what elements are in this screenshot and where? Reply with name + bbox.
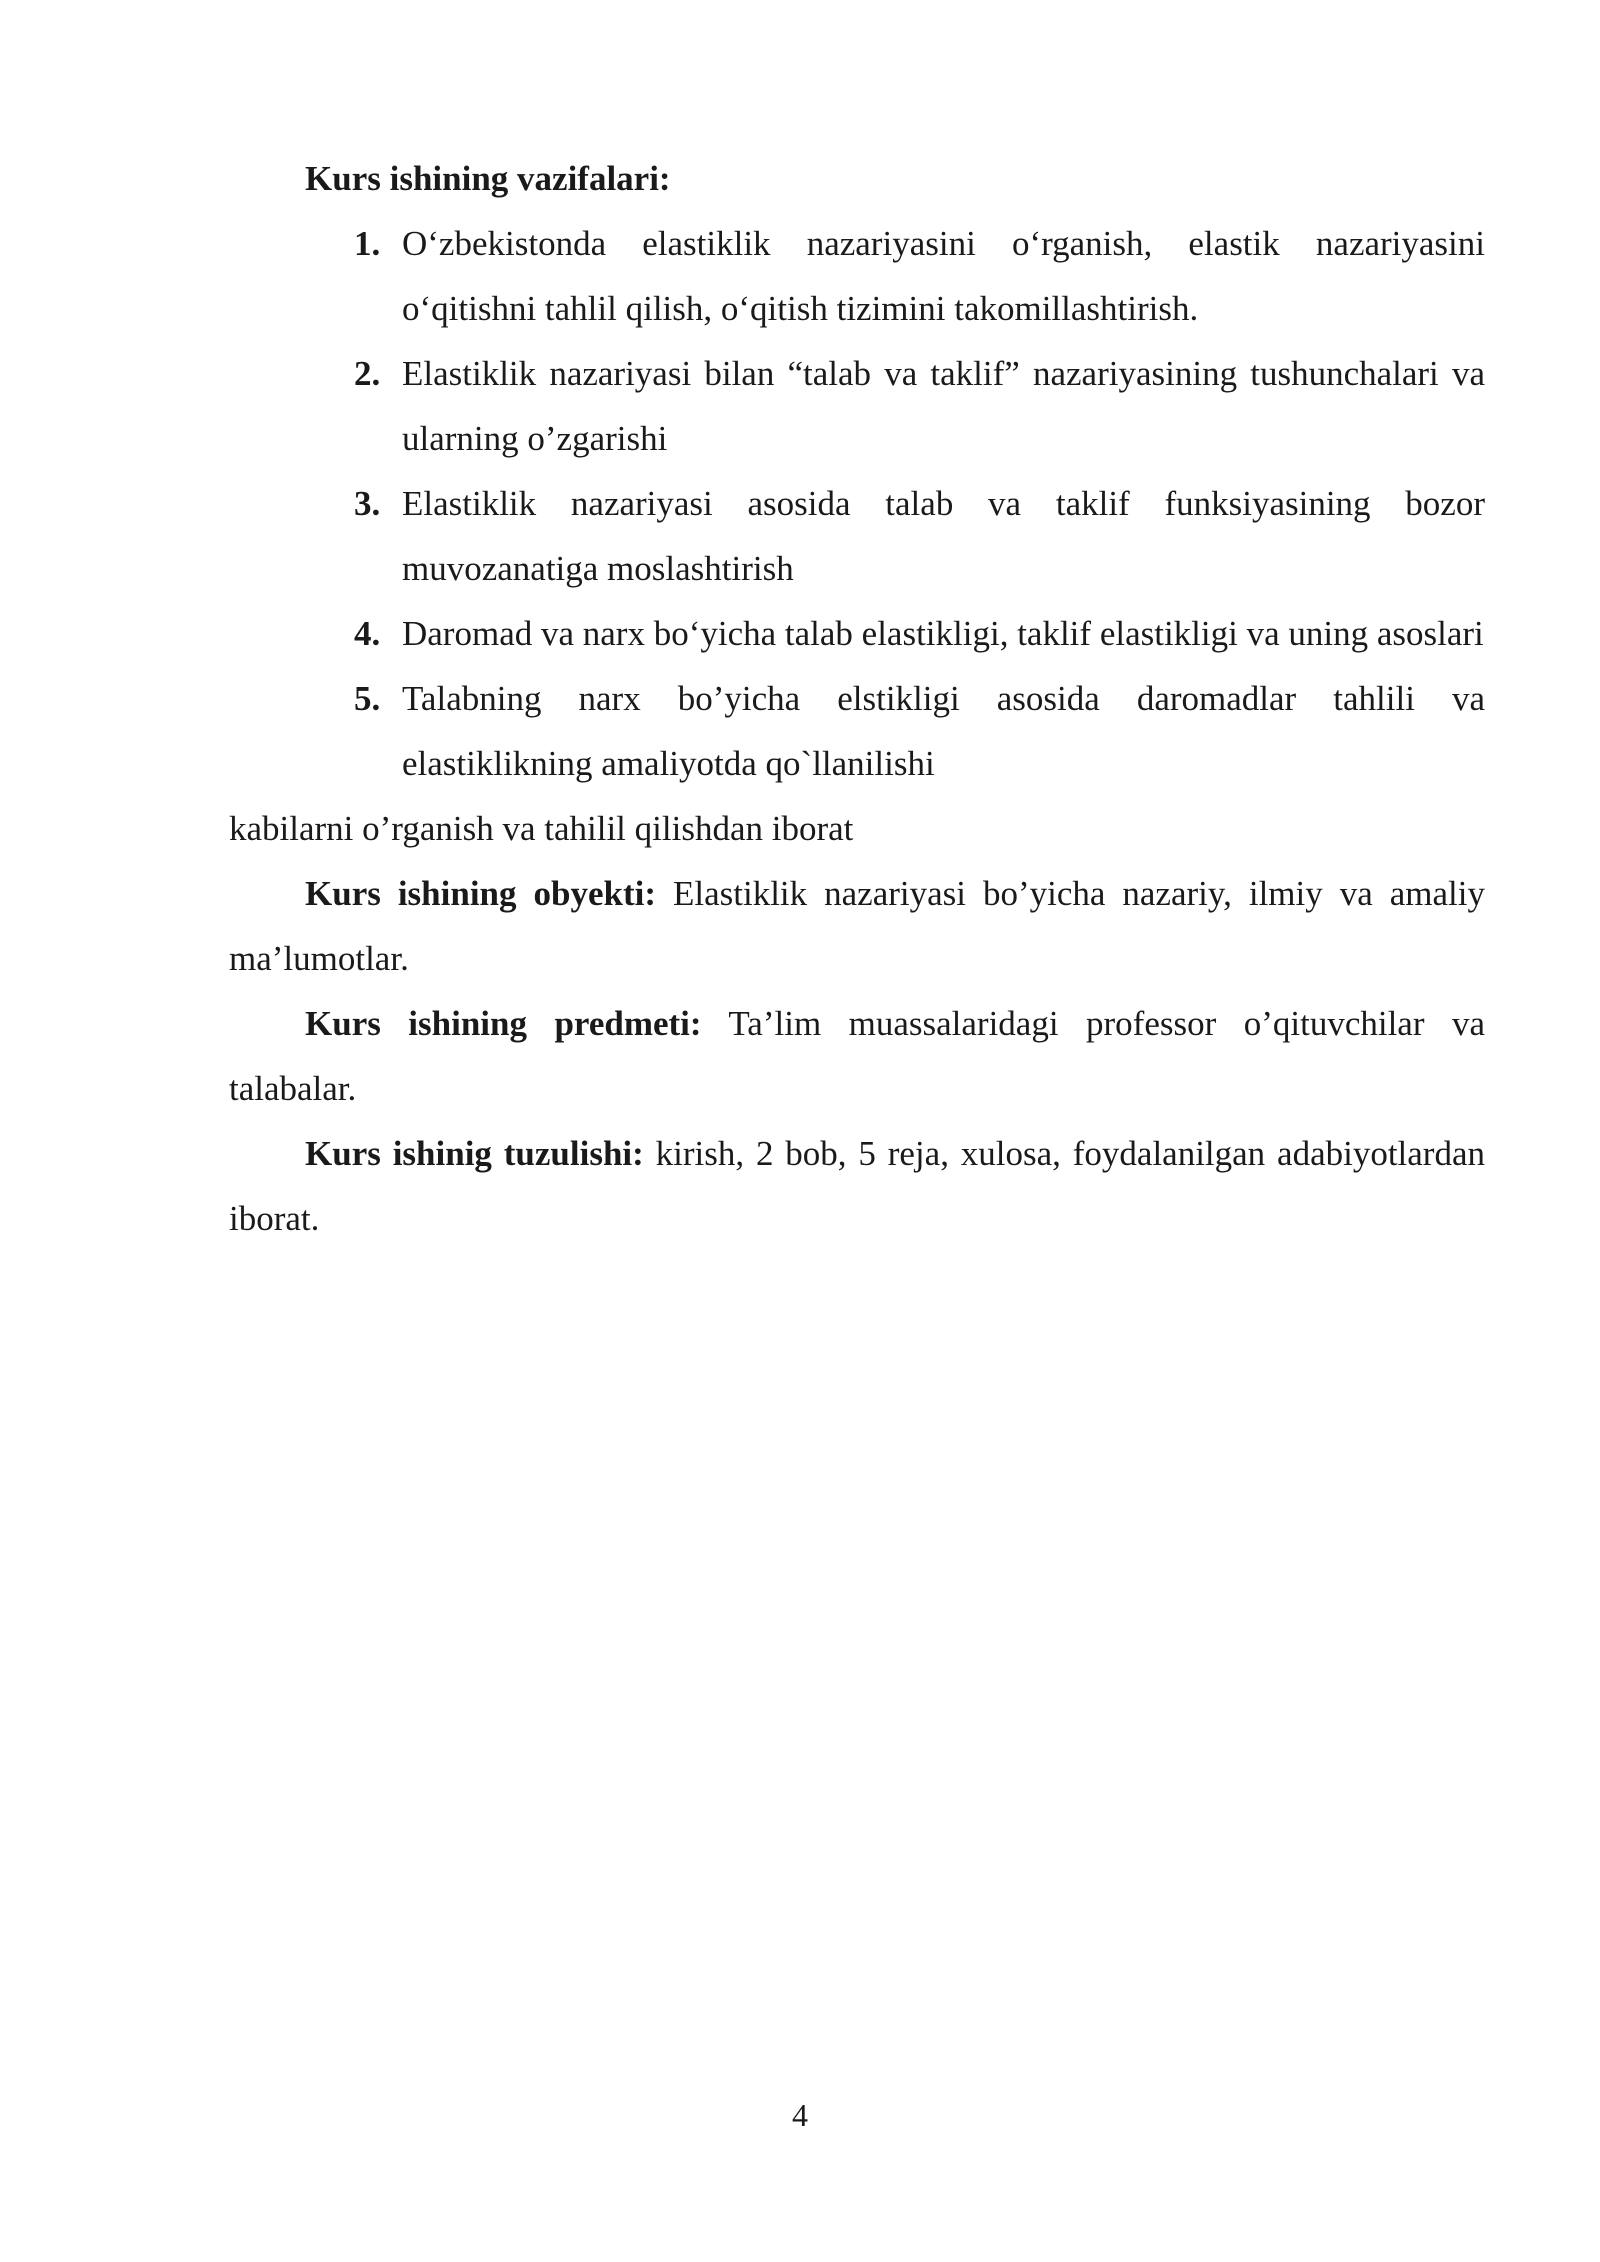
task-number: 3. bbox=[354, 484, 381, 523]
tasks-list bbox=[229, 211, 1485, 796]
task-item-3 bbox=[354, 471, 1485, 601]
task-text: Elastiklik nazariyasi bilan “talab va taklif” nazariyasining tushunchalari va ularning o’zgarishi bbox=[402, 354, 1485, 458]
task-number: 5. bbox=[354, 679, 381, 718]
structure-paragraph bbox=[229, 1121, 1485, 1251]
subject-label: Kurs ishining predmeti: bbox=[305, 1004, 702, 1043]
subject-text: Ta’lim muassalaridagi professor o’qituvchilar va talabalar. bbox=[229, 1004, 1485, 1108]
task-text: Talabning narx bo’yicha elstikligi asosida daromadlar tahlili va elastiklikning amaliyotda qo`llanilishi bbox=[402, 679, 1485, 783]
tasks-conclusion: kabilarni o’rganish va tahilil qilishdan iborat bbox=[229, 809, 854, 848]
page-content bbox=[229, 146, 1485, 1251]
task-text: Daromad va narx bo‘yicha talab elastikligi, taklif elastikligi va uning asoslari bbox=[402, 614, 1484, 653]
tasks-heading: Kurs ishining vazifalari: bbox=[305, 159, 671, 198]
object-label: Kurs ishining obyekti: bbox=[305, 874, 656, 913]
task-item-4 bbox=[354, 601, 1485, 666]
page-number: 4 bbox=[792, 2097, 808, 2133]
object-text: Elastiklik nazariyasi bo’yicha nazariy, ilmiy va amaliy ma’lumotlar. bbox=[229, 874, 1485, 978]
task-number: 2. bbox=[354, 354, 381, 393]
task-item-2 bbox=[354, 341, 1485, 471]
task-number: 4. bbox=[354, 614, 381, 653]
subject-paragraph bbox=[229, 991, 1485, 1121]
task-text: Elastiklik nazariyasi asosida talab va taklif funksiyasining bozor muvozanatiga moslashtirish bbox=[402, 484, 1485, 588]
object-paragraph bbox=[229, 861, 1485, 991]
task-number: 1. bbox=[354, 224, 381, 263]
task-item-1 bbox=[354, 211, 1485, 341]
structure-text: kirish, 2 bob, 5 reja, xulosa, foydalanilgan adabiyotlardan iborat. bbox=[229, 1134, 1485, 1238]
task-text: O‘zbekistonda elastiklik nazariyasini o‘rganish, elastik nazariyasini o‘qitishni tahlil qilish, o‘qitish tizimini takomillashtirish. bbox=[402, 224, 1485, 328]
structure-label: Kurs ishinig tuzulishi: bbox=[305, 1134, 644, 1173]
task-item-5 bbox=[354, 666, 1485, 796]
